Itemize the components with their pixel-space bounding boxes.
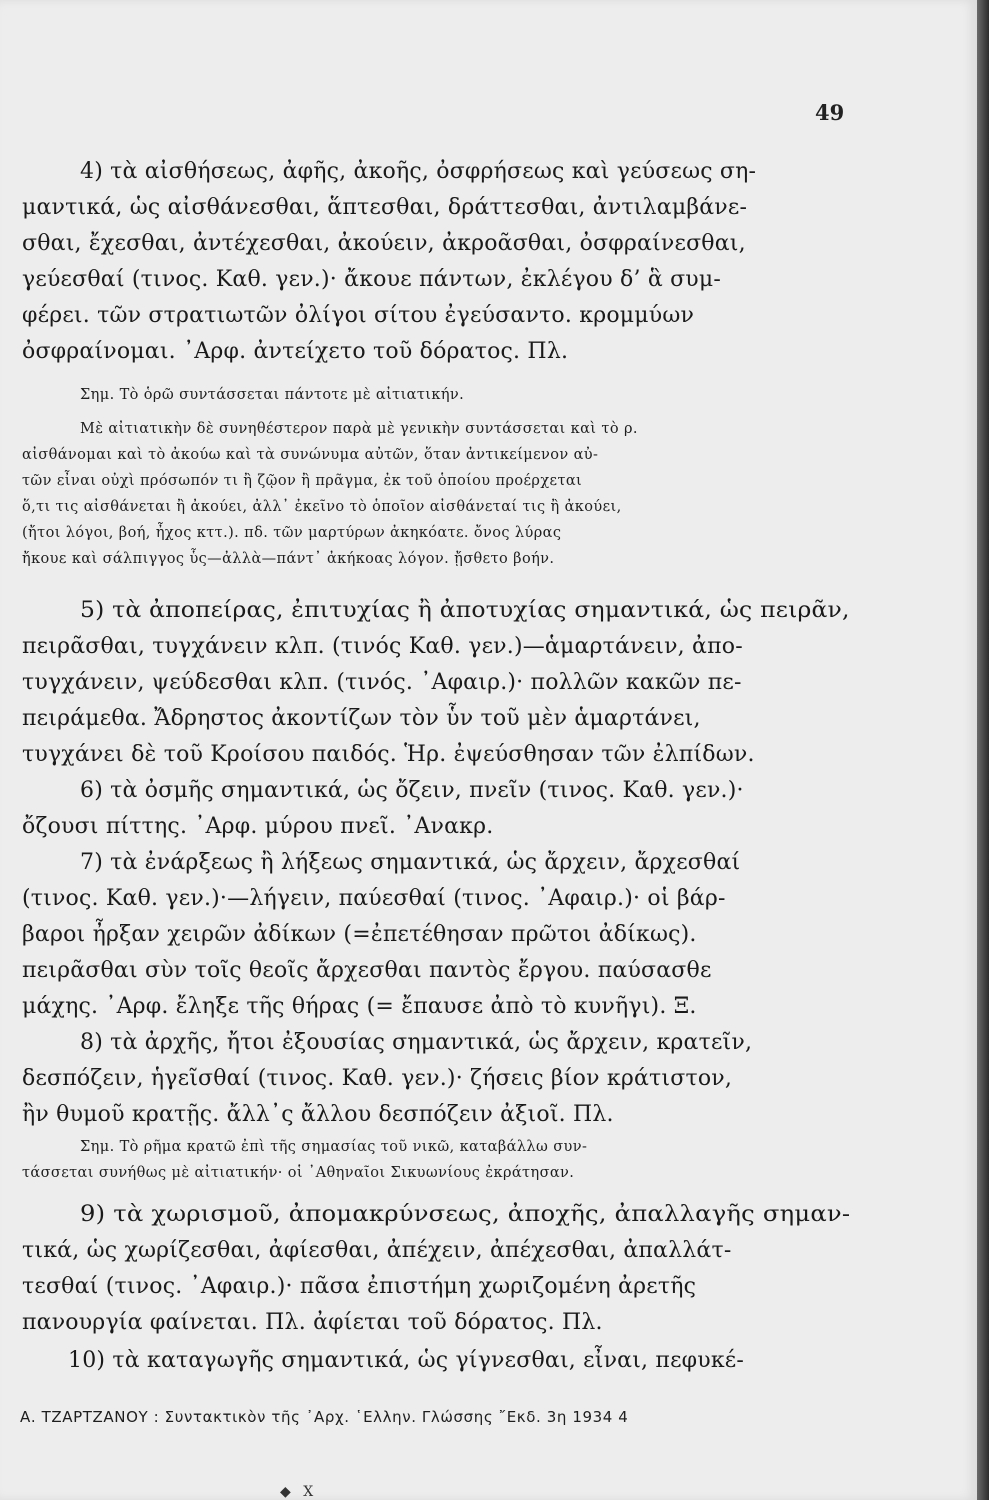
text-line: φέρει. τῶν στρατιωτῶν ὀλίγοι σίτου ἐγεύσαντο. κρομμύων [22,303,695,328]
text-line: ὄζουσι πίττης. ᾿Αρφ. μύρου πνεῖ. ᾿Ανακρ. [22,814,494,839]
text-line: μαντικά, ὡς αἰσθάνεσθαι, ἅπτεσθαι, δράττεσθαι, ἀντιλαμβάνε- [22,195,748,220]
text-line: πανουργία φαίνεται. Πλ. ἀφίεται τοῦ δόρατος. Πλ. [22,1310,603,1335]
note-line: ὅ,τι τις αἰσθάνεται ἢ ἀκούει, ἀλλ᾽ ἐκεῖνο τὸ ὁποῖον αἰσθάνεταί τις ἢ ἀκούει, [22,499,622,515]
text-line: μάχης. ᾿Αρφ. ἔληξε τῆς θήρας (= ἔπαυσε ἀπὸ τὸ κυνῆγι). Ξ. [22,994,697,1019]
bottom-mark: ◆ X [280,1484,318,1500]
text-line: δεσπόζειν, ἡγεῖσθαί (τινος. Καθ. γεν.)· ζήσεις βίον κράτιστον, [22,1066,733,1091]
page-number: 49 [815,100,845,125]
text-line: 7) τὰ ἐνάρξεως ἢ λήξεως σημαντικά, ὡς ἄρχειν, ἄρχεσθαί [80,850,741,875]
text-line: 9) τὰ χωρισμοῦ, ἀπομακρύνσεως, ἀποχῆς, ἀπαλλαγῆς σημαν- [80,1202,851,1227]
text-line: ἢν θυμοῦ κρατῇς. ἄλλ᾽ς ἄλλου δεσπόζειν ἀξιοῖ. Πλ. [22,1102,614,1127]
text-line: τεσθαί (τινος. ᾿Αφαιρ.)· πᾶσα ἐπιστήμη χωριζομένη ἀρετῆς [22,1274,697,1299]
text-line: πειρᾶσθαι σὺν τοῖς θεοῖς ἄρχεσθαι παντὸς ἔργου. παύσασθε [22,958,712,983]
note-line: αἰσθάνομαι καὶ τὸ ἀκούω καὶ τὰ συνώνυμα αὐτῶν, ὅταν ἀντικείμενον αὐ- [22,447,599,463]
text-line: 5) τὰ ἀποπείρας, ἐπιτυχίας ἢ ἀποτυχίας σημαντικά, ὡς πειρᾶν, [80,598,850,623]
text-line: 10) τὰ καταγωγῆς σημαντικά, ὡς γίγνεσθαι, εἶναι, πεφυκέ- [68,1348,745,1373]
text-line: τυγχάνει δὲ τοῦ Κροίσου παιδός. Ἡρ. ἐψεύσθησαν τῶν ἐλπίδων. [22,742,755,767]
note-line: Μὲ αἰτιατικὴν δὲ συνηθέστερον παρὰ μὲ γενικὴν συντάσσεται καὶ τὸ ρ. [80,421,638,437]
note-line: (ἤτοι λόγοι, βοή, ἦχος κττ.). πδ. τῶν μαρτύρων ἀκηκόατε. ὄνος λύρας [22,525,562,541]
note-line: Σημ. Τὸ ὁρῶ συντάσσεται πάντοτε μὲ αἰτιατικήν. [80,387,465,403]
text-line: 6) τὰ ὀσμῆς σημαντικά, ὡς ὄζειν, πνεῖν (τινος. Καθ. γεν.)· [80,778,744,803]
page-edge-shadow [977,0,989,1500]
text-line: βαροι ἦρξαν χειρῶν ἀδίκων (=ἐπετέθησαν πρῶτοι ἀδίκως). [22,922,697,947]
text-line: ὀσφραίνομαι. ᾿Αρφ. ἀντείχετο τοῦ δόρατος. Πλ. [22,339,569,364]
text-line: 8) τὰ ἀρχῆς, ἤτοι ἐξουσίας σημαντικά, ὡς ἄρχειν, κρατεῖν, [80,1030,753,1055]
text-line: πειράμεθα. Ἄδρηστος ἀκοντίζων τὸν ὗν τοῦ μὲν ἁμαρτάνει, [22,706,701,731]
text-line: σθαι, ἔχεσθαι, ἀντέχεσθαι, ἀκούειν, ἀκροᾶσθαι, ὀσφραίνεσθαι, [22,231,746,256]
text-line: τυγχάνειν, ψεύδεσθαι κλπ. (τινός. ᾿Αφαιρ.)· πολλῶν κακῶν πε- [22,670,742,695]
text-line: γεύεσθαί (τινος. Καθ. γεν.)· ἄκουε πάντων, ἐκλέγου δ’ ἃ συμ- [22,267,722,292]
note-line: ἤκουε καὶ σάλπιγγος ὗς—ἀλλὰ—πάντ᾽ ἀκήκοας λόγον. ᾔσθετο βοήν. [22,551,555,567]
text-line: 4) τὰ αἰσθήσεως, ἀφῆς, ἀκοῆς, ὀσφρήσεως καὶ γεύσεως ση- [80,159,757,184]
note-line: τῶν εἶναι οὐχὶ πρόσωπόν τι ἢ ζῷον ἢ πρᾶγμα, ἐκ τοῦ ὁποίου προέρχεται [22,473,583,489]
note-line: Σημ. Τὸ ρῆμα κρατῶ ἐπὶ τῆς σημασίας τοῦ νικῶ, καταβάλλω συν- [80,1139,588,1155]
text-line: (τινος. Καθ. γεν.)·—λήγειν, παύεσθαί (τινος. ᾿Αφαιρ.)· οἱ βάρ- [22,886,726,911]
text-line: τικά, ὡς χωρίζεσθαι, ἀφίεσθαι, ἀπέχειν, ἀπέχεσθαι, ἀπαλλάτ- [22,1238,732,1263]
page-footer: Α. ΤΖΑΡΤΖΑΝΟΥ : Συντακτικὸν τῆς ᾿Αρχ. ῾Ελλην. Γλώσσης ῎Εκδ. 3η 1934 4 [20,1408,629,1426]
text-line: πειρᾶσθαι, τυγχάνειν κλπ. (τινός Καθ. γεν.)—ἁμαρτάνειν, ἀπο- [22,634,743,659]
note-line: τάσσεται συνήθως μὲ αἰτιατικήν· οἱ ᾿Αθηναῖοι Σικυωνίους ἐκράτησαν. [22,1165,575,1181]
